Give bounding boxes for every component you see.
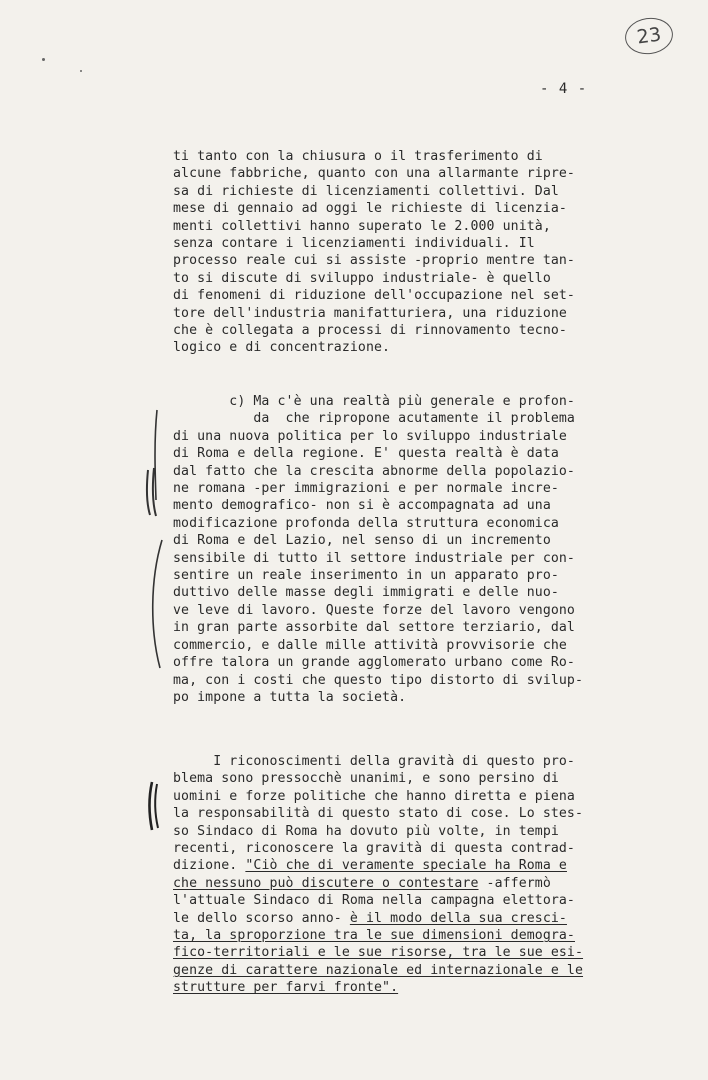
text-line: la responsabilità di questo stato di cose. Lo stes- [173,806,584,822]
text-line: uomini e forze politiche che hanno diretta e piena [173,788,575,804]
text-line: to si discute di sviluppo industriale- è quello [173,270,551,286]
paragraph-1 [173,148,575,357]
text-line: di Roma e del Lazio, nel senso di un incremento [173,533,551,549]
text-line: ne romana -per immigrazioni e per normale incre- [173,481,559,497]
text-line: menti collettivi hanno superato le 2.000 unità, [173,218,551,234]
text-line: blema sono pressocchè unanimi, e sono persino di [173,771,559,787]
text-line: senza contare i licenziamenti individuali. Il [173,236,535,252]
margin-bracket-mark [149,782,152,830]
text-line: da che ripropone acutamente il problema [173,411,575,427]
speck-mark [42,58,45,61]
text-line: po impone a tutta la società. [173,689,407,705]
text-line: l'attuale Sindaco di Roma nella campagna elettora- [173,893,575,909]
text-line: sa di richieste di licenziamenti collettivi. Dal [173,183,559,199]
underlined-quote: fico-territoriali e le sue risorse, tra le sue esi- [173,945,584,961]
text-line: di fenomeni di riduzione dell'occupazione nel set- [173,288,575,304]
text-line: mese di gennaio ad oggi le richieste di licenzia- [173,201,567,217]
text-line: logico e di concentrazione. [173,340,391,356]
underlined-quote: genze di carattere nazionale ed internazionale e le [173,962,584,978]
speck-mark [80,70,82,72]
text-line: commercio, e dalle mille attività provvisorie che [173,637,567,653]
paragraph-2 [173,393,583,706]
text-line: di Roma e della regione. E' questa realtà è data [173,446,559,462]
text-line: dal fatto che la crescita abnorme della popolazio- [173,463,575,479]
text-line: recenti, riconoscere la gravità di questa contrad- [173,841,575,857]
text-line: c) Ma c'è una realtà più generale e profon- [173,394,575,409]
margin-bracket-mark [155,784,158,828]
text-line: modificazione profonda della struttura economica [173,515,559,531]
page-stamp [623,15,676,57]
page-number: - 4 - [540,81,588,97]
text-line: mento demografico- non si è accompagnata ad una [173,498,551,514]
text-line: so Sindaco di Roma ha dovuto più volte, in tempi [173,823,559,839]
margin-bracket-mark [153,540,162,668]
text-line: I riconoscimenti della gravità di questo pro- [173,754,575,769]
text-line: tore dell'industria manifatturiera, una riduzione [173,305,567,321]
margin-bracket-mark [147,470,150,515]
text-line: le dello scorso anno- [173,910,342,926]
text-line: sensibile di tutto il settore industriale per con- [173,550,575,566]
text-line: sentire un reale inserimento in un apparato pro- [173,568,559,584]
underlined-quote: ta, la sproporzione tra le sue dimensioni demogra- [173,928,575,944]
underlined-quote: strutture per farvi fronte". [173,980,399,996]
text-line: duttivo delle masse degli immigrati e delle nuo- [173,585,559,601]
text-line: ma, con i costi che questo tipo distorto di svilup- [173,672,584,688]
text-line: processo reale cui si assiste -proprio mentre tan- [173,253,575,269]
text-line: alcune fabbriche, quanto con una allarmante ripre- [173,166,575,182]
margin-bracket-mark [155,410,157,500]
stamp-number: 23 [635,23,663,49]
paragraph-3 [173,753,583,997]
margin-bracket-mark [153,468,156,516]
underlined-quote: è il modo della sua cresci- [349,910,567,926]
text-line: di una nuova politica per lo sviluppo industriale [173,428,567,444]
text-line: dizione. [173,858,238,874]
underlined-quote: che nessuno può discutere o contestare [173,875,479,891]
text-line: offre talora un grande agglomerato urbano come Ro- [173,655,575,671]
text-line: ve leve di lavoro. Queste forze del lavoro vengono [173,602,575,618]
text-line: che è collegata a processi di rinnovamento tecno- [173,323,567,339]
underlined-quote: "Ciò che di veramente speciale ha Roma e [245,858,567,874]
text-line: ti tanto con la chiusura o il trasferimento di [173,149,543,164]
text-line: in gran parte assorbite dal settore terziario, dal [173,620,575,636]
text-fragment: -affermò [478,875,551,891]
